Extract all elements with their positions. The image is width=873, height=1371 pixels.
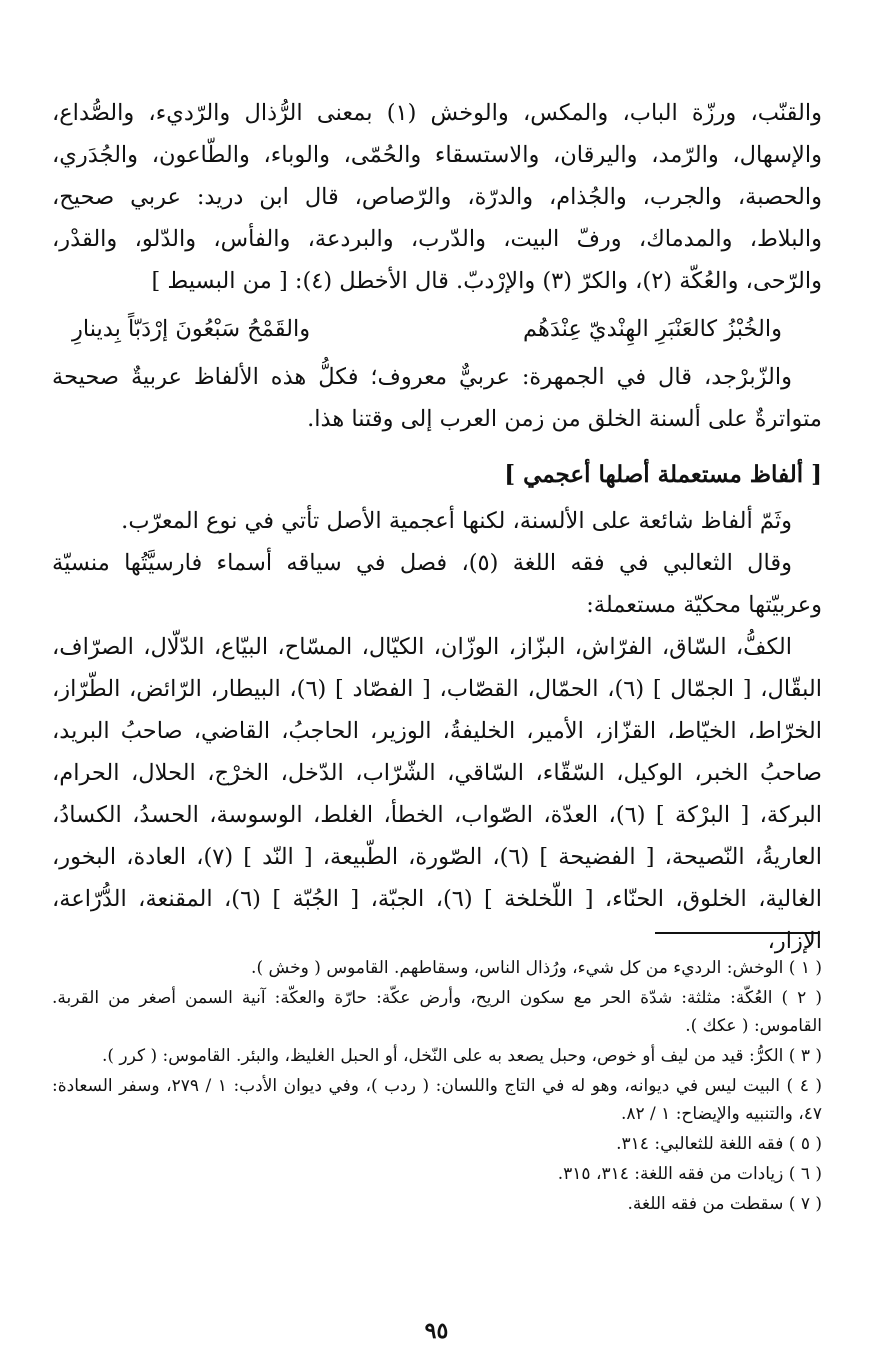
footnote-5: ( ٥ ) فقه اللغة للثعالبي: ٣١٤. <box>616 1134 822 1154</box>
page-number: ٩٥ <box>424 1318 449 1344</box>
main-text <box>52 92 822 962</box>
verse-first-hemistich: والخُبْزُ كالعَنْبَرِ الهِنْديّ عِنْدَهُم <box>523 316 782 342</box>
footnote-2: ( ٢ ) العُكّة: مثلثة: شدّة الحر مع سكون الريح، وأرض عكّة: حارّة والعكّة: آنية السمن أصغر من القربة. القاموس: ( عكك ). <box>52 988 822 1036</box>
verse-second-hemistich: والقَمْحُ سَبْعُونَ إرْدَبّاً بِدينارِ <box>72 316 311 342</box>
paragraph-5: الكفُّ، السّاق، الفرّاش، البزّاز، الوزّان، الكيّال، المسّاح، البيّاع، الدّلّال، الصرّاف، البقّال، [ الجمّال ] (٦)، الحمّال، القصّاب، [ الفصّاد ] (٦)، البيطار، الرّائض، الطّرّاز، الخرّاط، الخيّاط، القزّاز، الأمير، الخليفةُ، الوزير، الحاجبُ، القاضي، صاحبُ البريد، صاحبُ الخبر، الوكيل، السّقّاء، السّاقي، الشّرّاب، الدّخل، الخرْج، الحلال، الحرام، البركة، [ البرْكة ] (٦)، العدّة، الصّواب، الخطأ، الغلط، الوسوسة، الحسدُ، الكسادُ، العاريةُ، النّصيحة، [ الفضيحة ] (٦)، الصّورة، الطّبيعة، [ النّد ] (٧)، العادة، البخور، الغالية، الخلوق، الحنّاء، [ اللّخلخة ] (٦)، الجبّة، [ الجُبّة ] (٦)، المقنعة، الدُّرّاعة، الإزار، <box>52 634 822 954</box>
paragraph-2: والزّبرْجد، قال في الجمهرة: عربيٌّ معروف؛ فكلُّ هذه الألفاظ عربيةٌ صحيحة متواترةٌ على ألسنة الخلق من زمن العرب إلى وقتنا هذا. <box>52 364 822 432</box>
footnote-divider <box>655 932 820 934</box>
footnotes <box>52 952 822 1220</box>
footnote-1: ( ١ ) الوخش: الرديء من كل شيء، ورُذال الناس، وسقاطهم. القاموس ( وخش ). <box>251 958 822 978</box>
paragraph-4: وقال الثعالبي في فقه اللغة (٥)، فصل في سياقه أسماء فارسيَّتُها منسيّة وعربيّتها محكيّة مستعملة: <box>52 550 822 618</box>
paragraph-3: وثَمّ ألفاظ شائعة على الألسنة، لكنها أعجمية الأصل تأتي في نوع المعرّب. <box>121 508 792 534</box>
footnote-4: ( ٤ ) البيت ليس في ديوانه، وهو له في التاج واللسان: ( ردب )، وفي ديوان الأدب: ١ / ٢٧٩، وسفر السعادة: ٤٧، والتنبيه والإيضاح: ١ / ٨٢. <box>52 1076 822 1124</box>
footnote-7: ( ٧ ) سقطت من فقه اللغة. <box>627 1194 822 1214</box>
footnote-3: ( ٣ ) الكرُّ: قيد من ليف أو خوص، وحبل يصعد به على النّخل، أو الحبل الغليظ، والبئر. القاموس: ( كرر ). <box>101 1046 822 1066</box>
footnote-6: ( ٦ ) زيادات من فقه اللغة: ٣١٤، ٣١٥. <box>557 1164 822 1184</box>
paragraph-1: والقنّب، ورزّة الباب، والمكس، والوخش (١) بمعنى الرُّذال والرّديء، والصُّداع، والإسهال، والرّمد، واليرقان، والاستسقاء والحُمّى، والوباء، والطّاعون، والجُدَري، والحصبة، والجرب، والجُذام، والدرّة، والرّصاص، قال ابن دريد: عربي صحيح، والبلاط، والمدماك، ورفّ البيت، والدّرب، والبردعة، والفأس، والدّلو، والقدْر، والرّحى، والعُكّة (٢)، والكرّ (٣) والإرْدبّ. قال الأخطل (٤): [ من البسيط ] <box>52 100 822 294</box>
section-heading: [ ألفاظ مستعملة أصلها أعجمي ] <box>504 461 822 488</box>
poem-verse <box>52 308 822 350</box>
